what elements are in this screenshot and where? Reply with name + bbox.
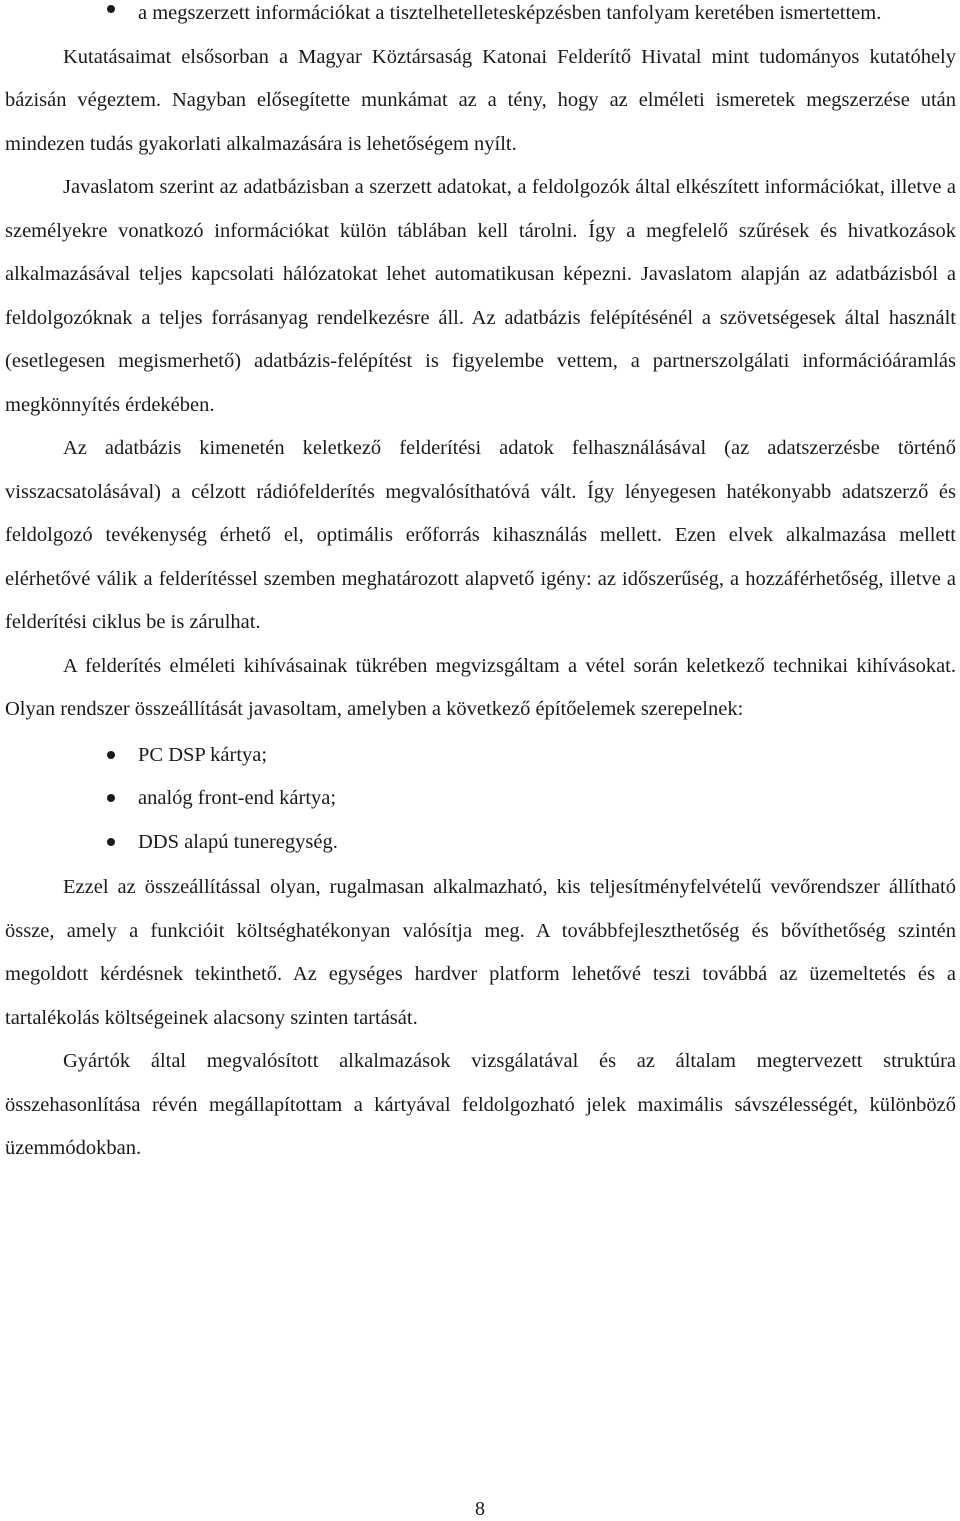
- bullet-dot-icon: [107, 5, 115, 13]
- list-item-label: DDS alapú tuneregység.: [138, 830, 338, 853]
- bullet-dot-icon: [107, 751, 115, 759]
- paragraph-technical-challenges: A felderítés elméleti kihívásainak tükrében megvizsgáltam a vétel során keletkező technikai kihívásokat. Olyan rendszer összeállítását javasoltam, amelyben a következő építőelemek szerepelnek:: [5, 654, 956, 720]
- paragraph-database-output: Az adatbázis kimenetén keletkező felderítési adatok felhasználásával (az adatszerzésbe történő visszacsatolásával) a célzott rádiófelderítés megvalósíthatóvá vált. Így lényegesen hatékonyabb adatszerző és feldolgozó tevékenység érhető el, optimális erőforrás kihasználás mellett. Ezen elvek alkalmazása mellett elérhetővé válik a felderítéssel szemben meghatározott alapvető igény: az időszerűség, a hozzáférhetőség, illetve a felderítési ciklus be is zárulhat.: [5, 437, 956, 633]
- bullet-dot-icon: [107, 794, 115, 802]
- paragraph-system-summary: Ezzel az összeállítással olyan, rugalmasan alkalmazható, kis teljesítményfelvételű vevőrendszer állítható össze, amely a funkcióit költséghatékonyan valósítja meg. A továbbfejleszthetőség és bővíthetőség szintén megoldott kérdésnek tekinthető. Az egységes hardver platform lehetővé teszi továbbá az üzemeltetés és a tartalékolás költségeinek alacsony szinten tartását.: [5, 876, 956, 1029]
- paragraph-database-proposal: Javaslatom szerint az adatbázisban a szerzett adatokat, a feldolgozók által elkészített információkat, illetve a személyekre vonatkozó információkat külön táblában kell tárolni. Így a megfelelő szűrések és hivatkozások alkalmazásával teljes kapcsolati hálózatokat lehet automatikusan képezni. Javaslatom alapján az adatbázisból a feldolgozóknak a teljes forrásanyag rendelkezésre áll. Az adatbázis felépítésénél a szövetségesek által használt (esetlegesen megismerhető) adatbázis-felépítést is figyelembe vettem, a partnerszolgálati információáramlás megkönnyítés érdekében.: [5, 176, 956, 416]
- intro-bullet-block: [5, 0, 956, 36]
- intro-bullet-text: a megszerzett információkat a tisztelhetelletesképzésben tanfolyam keretében ismertettem.: [138, 2, 882, 24]
- list-item: [138, 734, 956, 778]
- list-item: [138, 821, 956, 865]
- list-item-label: PC DSP kártya;: [138, 743, 268, 766]
- list-item-label: analóg front-end kártya;: [138, 787, 337, 809]
- list-item: [138, 777, 956, 821]
- component-list: [5, 734, 956, 865]
- paragraph-bandwidth-findings: Gyártók által megvalósított alkalmazások vizsgálatával és az általam megtervezett struktúra összehasonlítása révén megállapítottam a kártyával feldolgozható jelek maximális sávszélességét, különböző üzemmódokban.: [5, 1050, 956, 1159]
- document-body: [5, 0, 956, 1171]
- page-number: 8: [475, 1498, 485, 1520]
- paragraph-research-base: Kutatásaimat elsősorban a Magyar Köztársaság Katonai Felderítő Hivatal mint tudományos kutatóhely bázisán végeztem. Nagyban elősegítette munkámat az a tény, hogy az elméleti ismeretek megszerzése után mindezen tudás gyakorlati alkalmazására is lehetőségem nyílt.: [5, 45, 956, 155]
- bullet-dot-icon: [107, 838, 115, 846]
